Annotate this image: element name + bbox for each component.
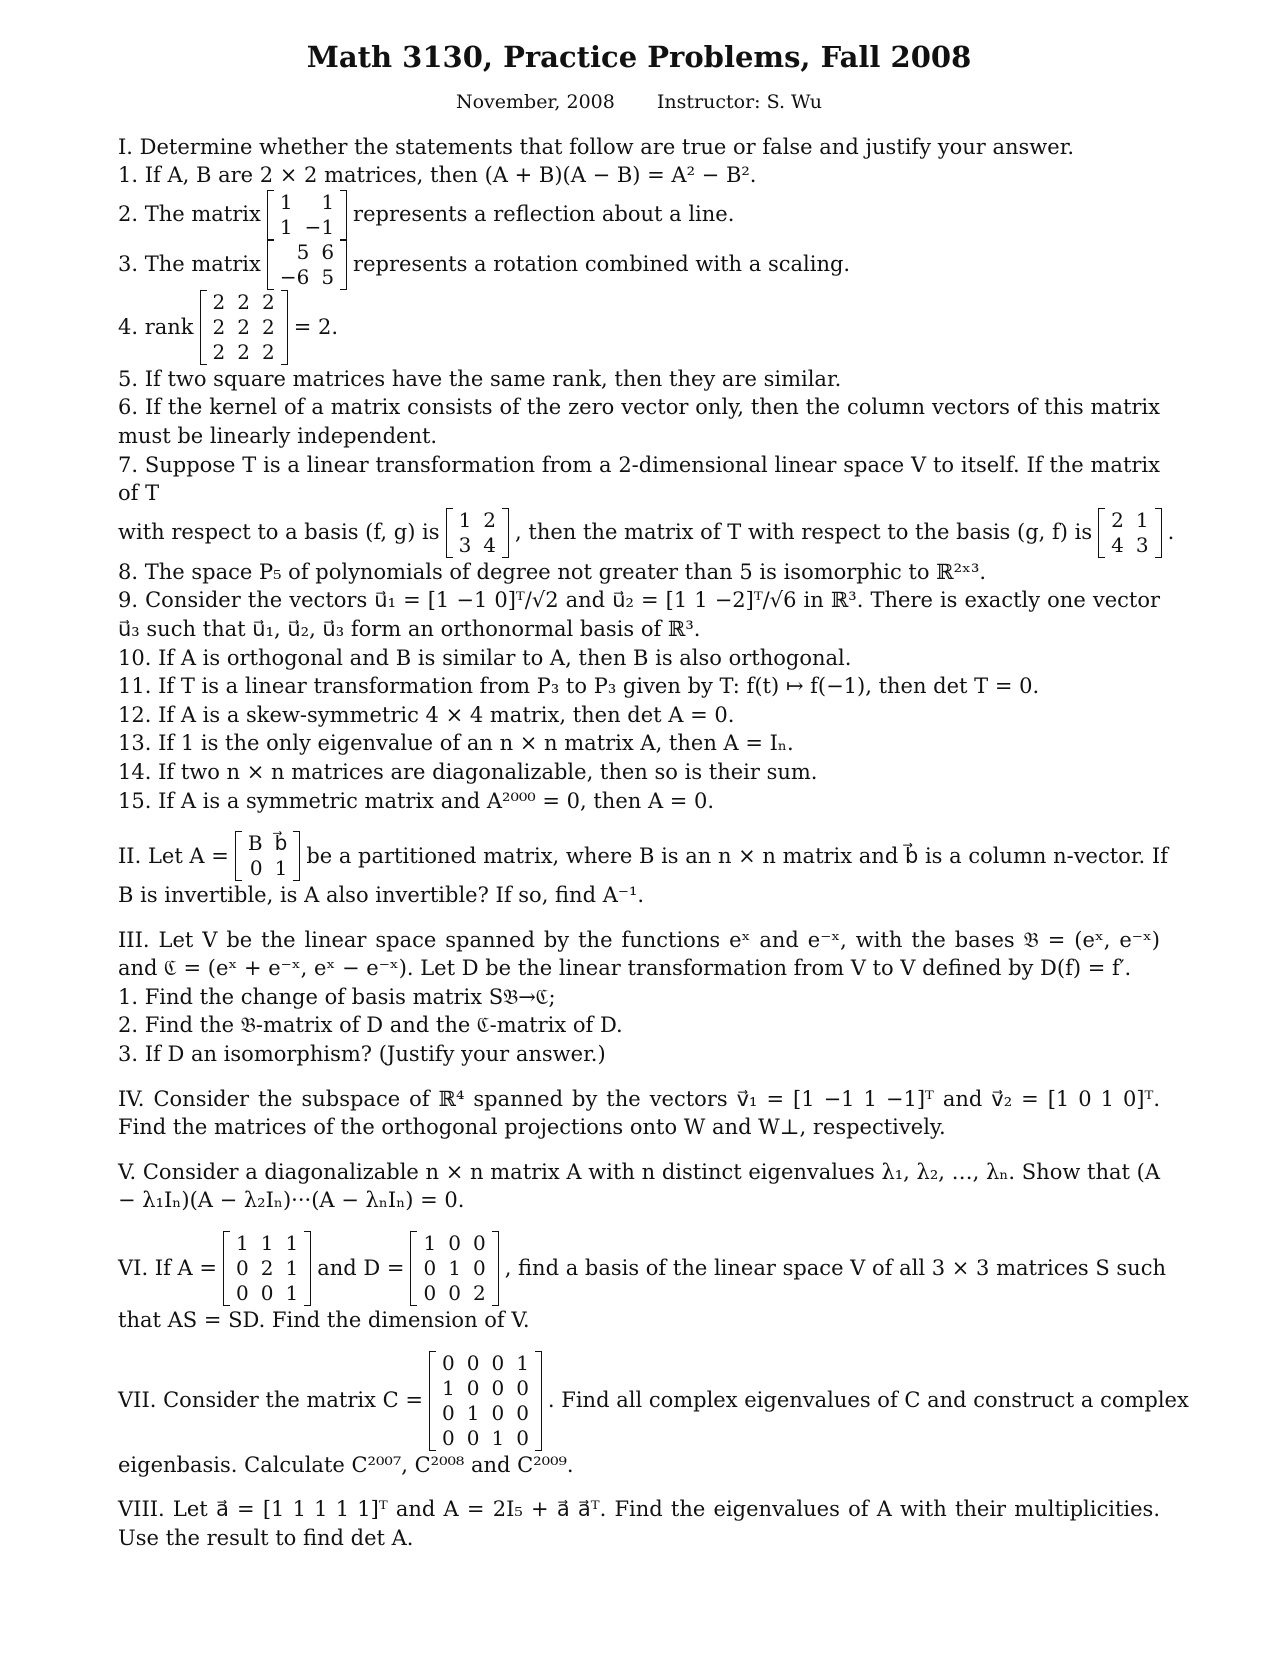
matrix-entry: 2: [483, 507, 497, 532]
matrix-entry: 0: [423, 1256, 437, 1281]
section-6-pre: VI. If A =: [118, 1256, 217, 1281]
problem-1-4-pre: 4. rank: [118, 314, 194, 339]
section-8: VIII. Let a⃗ = [1 1 1 1 1]ᵀ and A = 2I₅ + a⃗ a⃗ᵀ. Find the eigenvalues of A with their multiplicities. Use the result to find det A.: [118, 1497, 1160, 1550]
problem-1-2-post: represents a reflection about a line.: [353, 202, 735, 227]
problem-1-3-post: represents a rotation combined with a scaling.: [353, 252, 851, 277]
section-7-line-1: [118, 1350, 1189, 1451]
section-5: V. Consider a diagonalizable n × n matrix A with n distinct eigenvalues λ₁, λ₂, …, λₙ. Show that (A − λ₁Iₙ)(A − λ₂Iₙ)···(A − λₙIₙ) = 0.: [118, 1159, 1160, 1213]
page-title: Math 3130, Practice Problems, Fall 2008: [306, 40, 972, 74]
matrix-entry: 2: [212, 289, 226, 314]
matrix-entry: 2: [262, 289, 275, 314]
matrix-entry: 0: [491, 1400, 505, 1425]
matrix-row: [242, 856, 293, 881]
matrix-entry: 1: [236, 1231, 249, 1256]
problem-1-1: 1. If A, B are 2 × 2 matrices, then (A + B)(A − B) = A² − B².: [118, 163, 757, 188]
matrix-left-bracket: [235, 831, 242, 881]
matrix-entry: 1: [466, 1400, 480, 1425]
matrix-1-4: [200, 290, 288, 365]
matrix-grid: [230, 1231, 304, 1306]
matrix-entry: 6: [321, 239, 335, 264]
section-7-post: . Find all complex eigenvalues of C and construct a complex: [547, 1388, 1189, 1413]
matrix-entry: 1: [321, 189, 335, 214]
matrix-entry: 2: [212, 314, 226, 339]
problem-1-5: 5. If two square matrices have the same rank, then they are similar.: [118, 366, 842, 391]
matrix-entry: 0: [516, 1425, 529, 1450]
matrix-row: [417, 1256, 491, 1281]
matrix-entry: 2: [237, 339, 250, 364]
matrix-left-bracket: [1098, 508, 1105, 558]
problem-1-3-pre: 3. The matrix: [118, 252, 261, 277]
matrix-entry: 4: [483, 532, 497, 557]
matrix-entry: 1: [1135, 507, 1149, 532]
section-6-mid: and D =: [317, 1256, 405, 1281]
matrix-1-7-a: [446, 508, 509, 558]
document-page: [118, 40, 1189, 1552]
matrix-entry: −1: [304, 214, 335, 239]
section-7: [118, 1350, 1189, 1480]
matrix-right-bracket: [293, 831, 300, 881]
matrix-row: [1105, 533, 1154, 558]
section-1: [118, 133, 1175, 816]
problem-1-14: 14. If two n × n matrices are diagonalizable, then so is their sum.: [118, 759, 818, 784]
problem-1-7a: 7. Suppose T is a linear transformation from a 2-dimensional linear space V to itself. If the matrix of T: [118, 452, 1160, 506]
matrix-row: [436, 1401, 535, 1426]
matrix-entry: 1: [274, 856, 288, 881]
instructor-text: Instructor: S. Wu: [656, 91, 823, 113]
problem-1-7b-mid: , then the matrix of T with respect to the basis (g, f) is: [515, 520, 1093, 545]
matrix-entry: 0: [448, 1281, 461, 1306]
matrix-left-bracket: [267, 240, 274, 290]
section-6-post: , find a basis of the linear space V of all 3 × 3 matrices S such: [504, 1256, 1166, 1281]
matrix-entry: 3: [458, 532, 472, 557]
matrix-entry: 0: [516, 1400, 529, 1425]
section-2-line-1: [118, 831, 1168, 881]
problem-1-12: 12. If A is a skew-symmetric 4 × 4 matrix, then det A = 0.: [118, 702, 735, 727]
matrix-left-bracket: [429, 1351, 436, 1451]
problem-1-4: [118, 290, 1160, 365]
matrix-left-bracket: [410, 1231, 417, 1306]
matrix-entry: 0: [236, 1281, 249, 1306]
matrix-entry: 1: [423, 1231, 437, 1256]
matrix-grid: [436, 1351, 535, 1451]
matrix-row: [274, 265, 340, 290]
problem-1-4-post: = 2.: [293, 314, 339, 339]
matrix-grid: [274, 240, 340, 290]
matrix-row: [274, 240, 340, 265]
matrix-row: [453, 508, 502, 533]
problem-1-11: 11. If T is a linear transformation from P₃ to P₃ given by T: f(t) ↦ f(−1), then det T = 0.: [118, 674, 1040, 699]
matrix-7: [429, 1351, 542, 1451]
matrix-entry: −6: [279, 264, 310, 289]
matrix-2: [235, 831, 300, 881]
matrix-row: [207, 340, 281, 365]
matrix-entry: 1: [285, 1281, 299, 1306]
matrix-grid: [1105, 508, 1154, 558]
matrix-grid: [274, 190, 340, 240]
problem-1-10: 10. If A is orthogonal and B is similar to A, then B is also orthogonal.: [118, 645, 852, 670]
section-3-q2: 2. Find the 𝔅-matrix of D and the ℭ-matrix of D.: [118, 1013, 623, 1038]
matrix-entry: 0: [441, 1350, 455, 1375]
matrix-entry: 2: [260, 1256, 274, 1281]
matrix-row: [274, 190, 340, 215]
date-text: November, 2008: [455, 91, 615, 113]
matrix-left-bracket: [446, 508, 453, 558]
matrix-entry: 5: [321, 264, 335, 289]
matrix-entry: 0: [491, 1375, 505, 1400]
matrix-entry: 0: [441, 1425, 455, 1450]
matrix-entry: 1: [458, 507, 472, 532]
matrix-entry: B: [247, 831, 263, 856]
matrix-row: [436, 1376, 535, 1401]
problem-1-2-pre: 2. The matrix: [118, 202, 261, 227]
matrix-right-bracket: [492, 1231, 499, 1306]
matrix-entry: 2: [472, 1281, 486, 1306]
problem-1-6: 6. If the kernel of a matrix consists of the zero vector only, then the column vectors of this matrix must be linearly independent.: [118, 395, 1160, 448]
matrix-row: [1105, 508, 1154, 533]
matrix-1-7-b: [1098, 508, 1161, 558]
matrix-left-bracket: [267, 190, 274, 240]
matrix-right-bracket: [1155, 508, 1162, 558]
matrix-grid: [453, 508, 502, 558]
matrix-entry: 1: [441, 1375, 455, 1400]
matrix-1-3: [267, 240, 347, 290]
section-1-intro: I. Determine whether the statements that follow are true or false and justify your answer.: [118, 134, 1075, 159]
matrix-1-2: [267, 190, 347, 240]
matrix-row: [417, 1231, 491, 1256]
matrix-entry: 0: [448, 1231, 461, 1256]
matrix-row: [207, 315, 281, 340]
matrix-row: [230, 1231, 304, 1256]
problem-1-7b-post: .: [1167, 520, 1175, 545]
matrix-entry: 2: [262, 314, 275, 339]
matrix-entry: 0: [441, 1400, 455, 1425]
matrix-right-bracket: [281, 290, 288, 365]
matrix-entry: 0: [491, 1350, 505, 1375]
matrix-row: [230, 1281, 304, 1306]
section-7-line-2: eigenbasis. Calculate C²⁰⁰⁷, C²⁰⁰⁸ and C²⁰⁰⁹.: [118, 1452, 574, 1477]
matrix-entry: 0: [466, 1350, 480, 1375]
section-2: [118, 831, 1168, 910]
matrix-entry: 0: [423, 1281, 437, 1306]
matrix-entry: 2: [237, 289, 250, 314]
matrix-right-bracket: [535, 1351, 542, 1451]
matrix-left-bracket: [200, 290, 207, 365]
matrix-row: [274, 215, 340, 240]
matrix-entry: 0: [472, 1231, 486, 1256]
matrix-row: [230, 1256, 304, 1281]
matrix-entry: 4: [1111, 532, 1124, 557]
matrix-row: [436, 1351, 535, 1376]
subtitle-line: [118, 88, 1160, 117]
matrix-entry: 0: [249, 856, 263, 881]
section-7-pre: VII. Consider the matrix C =: [118, 1388, 423, 1413]
section-6: [118, 1231, 1166, 1335]
matrix-entry: 2: [262, 339, 275, 364]
section-3: [118, 926, 1160, 1069]
matrix-right-bracket: [340, 190, 347, 240]
matrix-entry: 0: [466, 1425, 480, 1450]
matrix-entry: 1: [279, 189, 293, 214]
section-6-line-1: [118, 1231, 1166, 1306]
matrix-entry: 1: [285, 1256, 299, 1281]
matrix-row: [436, 1426, 535, 1451]
matrix-6-a: [223, 1231, 311, 1306]
matrix-right-bracket: [340, 240, 347, 290]
matrix-row: [207, 290, 281, 315]
matrix-row: [453, 533, 502, 558]
matrix-entry: 1: [279, 214, 293, 239]
section-3-intro: III. Let V be the linear space spanned by the functions eˣ and e⁻ˣ, with the bases 𝔅 = (eˣ, e⁻ˣ) and ℭ = (eˣ + e⁻ˣ, eˣ − e⁻ˣ). Let D be the linear transformation from V to V defined by D(f) = f′.: [118, 927, 1160, 981]
matrix-entry: 0: [516, 1375, 529, 1400]
matrix-entry: 1: [491, 1425, 505, 1450]
matrix-entry: 2: [1111, 507, 1124, 532]
section-2-line-2: B is invertible, is A also invertible? If so, find A⁻¹.: [118, 883, 645, 908]
matrix-entry: 1: [260, 1231, 274, 1256]
matrix-entry: 1: [448, 1256, 461, 1281]
matrix-entry: 1: [285, 1231, 299, 1256]
problem-1-7b: [118, 507, 1175, 558]
matrix-row: [242, 831, 293, 856]
matrix-grid: [417, 1231, 491, 1306]
matrix-entry: 2: [212, 339, 226, 364]
problem-1-15: 15. If A is a symmetric matrix and A²⁰⁰⁰ = 0, then A = 0.: [118, 788, 715, 813]
matrix-right-bracket: [502, 508, 509, 558]
matrix-entry: b⃗: [274, 831, 288, 856]
matrix-entry: 5: [296, 239, 310, 264]
section-6-line-2: that AS = SD. Find the dimension of V.: [118, 1308, 530, 1333]
problem-1-3: [118, 240, 1160, 290]
matrix-entry: 2: [237, 314, 250, 339]
problem-1-7b-pre: with respect to a basis (f, g) is: [118, 520, 440, 545]
matrix-grid: [207, 290, 281, 365]
matrix-entry: 3: [1135, 532, 1149, 557]
section-4: IV. Consider the subspace of ℝ⁴ spanned by the vectors v⃗₁ = [1 −1 1 −1]ᵀ and v⃗₂ = [1 0 1 0]ᵀ. Find the matrices of the orthogonal projections onto W and W⊥, respectively.: [118, 1086, 1160, 1140]
problem-1-2: [118, 190, 1160, 240]
problem-1-8: 8. The space P₅ of polynomials of degree not greater than 5 is isomorphic to ℝ²ˣ³.: [118, 559, 987, 584]
matrix-entry: 1: [516, 1350, 529, 1375]
matrix-row: [417, 1281, 491, 1306]
matrix-entry: 0: [260, 1281, 274, 1306]
section-2-post: be a partitioned matrix, where B is an n × n matrix and b⃗ is a column n-vector. If: [306, 843, 1168, 868]
section-3-q3: 3. If D an isomorphism? (Justify your answer.): [118, 1042, 606, 1067]
matrix-6-d: [410, 1231, 498, 1306]
matrix-grid: [242, 831, 293, 881]
problem-1-9: 9. Consider the vectors u⃗₁ = [1 −1 0]ᵀ/√2 and u⃗₂ = [1 1 −2]ᵀ/√6 in ℝ³. There is exactly one vector u⃗₃ such that u⃗₁, u⃗₂, u⃗₃ form an orthonormal basis of ℝ³.: [118, 588, 1160, 641]
matrix-right-bracket: [304, 1231, 311, 1306]
matrix-entry: 0: [472, 1256, 486, 1281]
problem-1-13: 13. If 1 is the only eigenvalue of an n × n matrix A, then A = Iₙ.: [118, 731, 794, 756]
matrix-left-bracket: [223, 1231, 230, 1306]
section-2-pre: II. Let A =: [118, 843, 229, 868]
matrix-entry: 0: [236, 1256, 249, 1281]
matrix-entry: 0: [466, 1375, 480, 1400]
section-3-q1: 1. Find the change of basis matrix S𝔅→ℭ;: [118, 984, 556, 1009]
